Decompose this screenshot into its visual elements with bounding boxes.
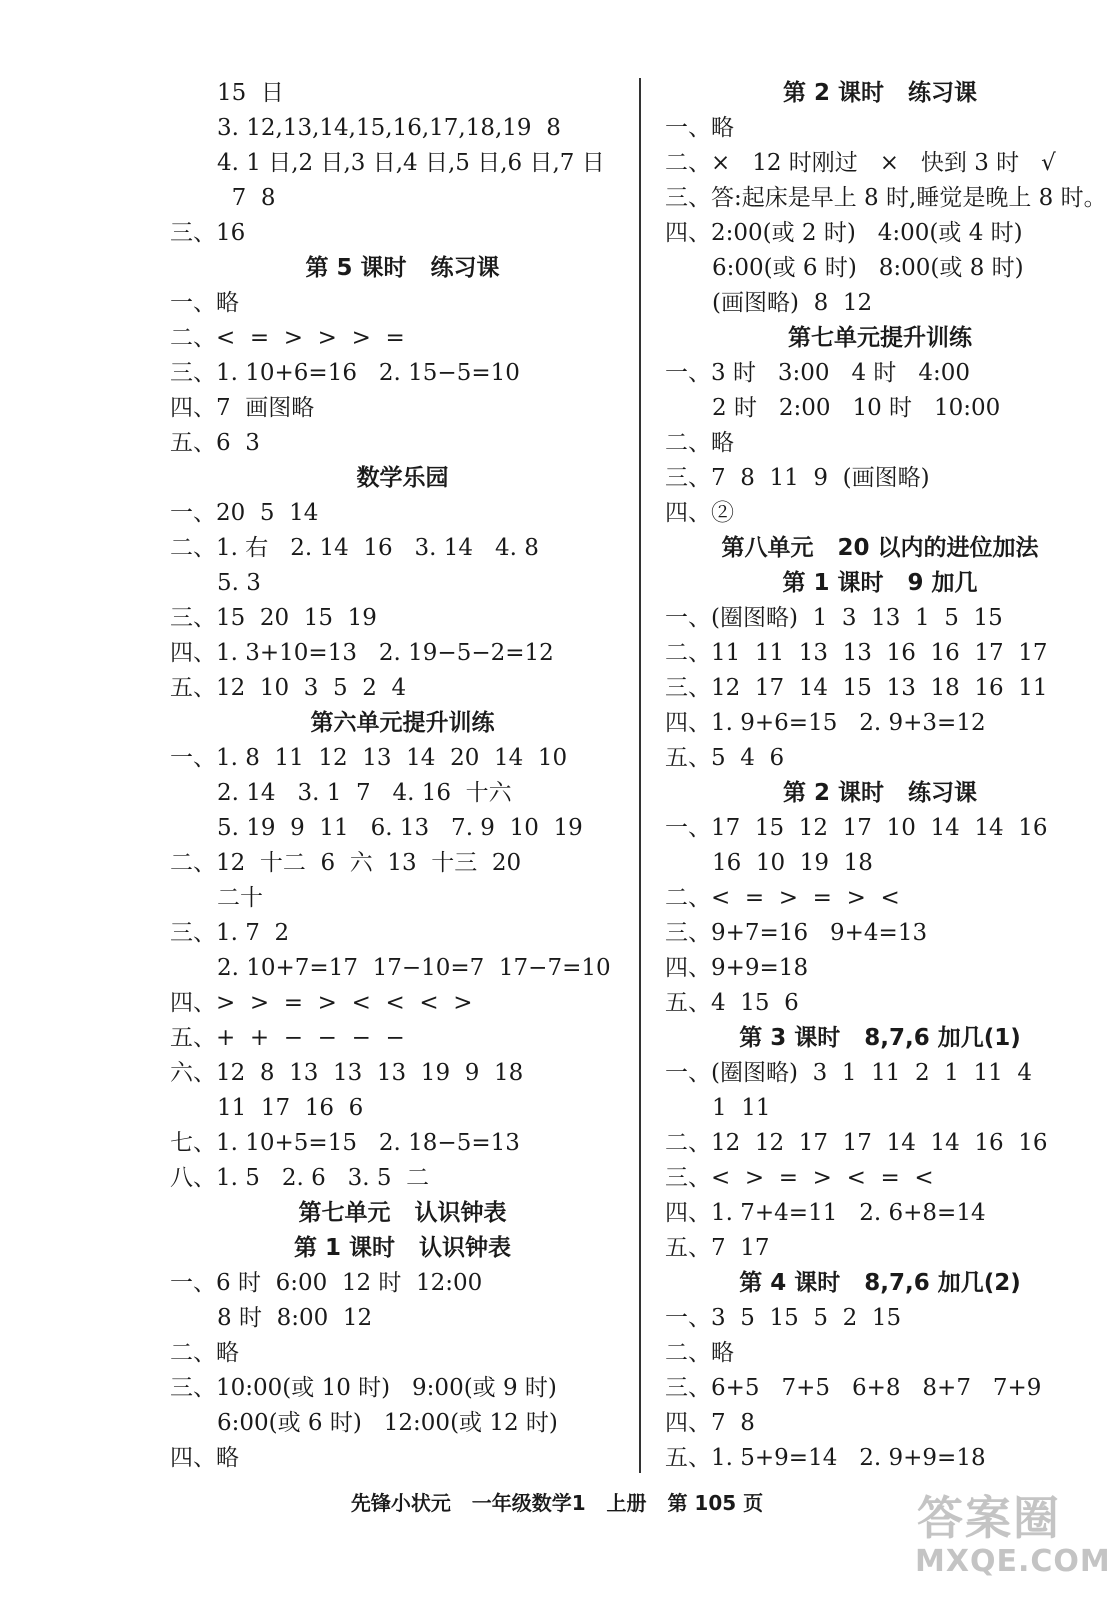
answer-line: 6:00(或 6 时) 12:00(或 12 时) [217, 1410, 558, 1436]
answer-line: 七、1. 10+5=15 2. 18−5=13 [170, 1130, 520, 1156]
answer-line: 三、15 20 15 19 [170, 605, 377, 631]
answer-line: 三、1. 7 2 [170, 920, 290, 946]
answer-line: 三、7 8 11 9 (画图略) [665, 465, 930, 491]
answer-line: 一、略 [665, 115, 734, 141]
section-heading: 第七单元 认识钟表 [298, 1200, 507, 1226]
answer-line: 四、1. 7+4=11 2. 6+8=14 [665, 1200, 986, 1226]
answer-line: 四、1. 9+6=15 2. 9+3=12 [665, 710, 986, 736]
left-column [170, 76, 635, 1476]
section-heading: 第 2 课时 练习课 [782, 780, 978, 806]
answer-line: 5. 3 [217, 570, 261, 596]
answer-line: 四、1. 3+10=13 2. 19−5−2=12 [170, 640, 554, 666]
answer-line: 二、1. 右 2. 14 16 3. 14 4. 8 [170, 535, 539, 561]
answer-line: 6:00(或 6 时) 8:00(或 8 时) [712, 255, 1024, 281]
section-heading: 第 5 课时 练习课 [305, 255, 500, 281]
answer-line: 2. 10+7=17 17−10=7 17−7=10 [217, 955, 611, 981]
answer-line: 一、3 5 15 5 2 15 [665, 1305, 902, 1331]
answer-line: 二、11 11 13 13 16 16 17 17 [665, 640, 1048, 666]
answer-line: 三、1. 10+6=16 2. 15−5=10 [170, 360, 520, 386]
answer-line: 15 日 [217, 80, 284, 106]
answer-line: 2. 14 3. 1 7 4. 16 十六 [217, 780, 512, 806]
answer-line: 一、1. 8 11 12 13 14 20 14 10 [170, 745, 568, 771]
column-divider [639, 78, 641, 1473]
section-heading: 数学乐园 [356, 465, 449, 491]
section-heading: 第八单元 20 以内的进位加法 [721, 535, 1039, 561]
page-footer: 先锋小状元 一年级数学1 上册 第 105 页 [350, 1491, 764, 1515]
answer-line: 11 17 16 6 [217, 1095, 364, 1121]
answer-line: 五、7 17 [665, 1235, 770, 1261]
answer-line: 四、② [665, 500, 734, 526]
answer-line: 一、6 时 6:00 12 时 12:00 [170, 1270, 483, 1296]
section-heading: 第 2 课时 练习课 [782, 80, 978, 106]
section-heading: 第七单元提升训练 [788, 325, 972, 351]
answer-line: 5. 19 9 11 6. 13 7. 9 10 19 [217, 815, 583, 841]
answer-line: 二、× 12 时刚过 × 快到 3 时 √ [665, 150, 1056, 176]
answer-line: 三、16 [170, 220, 246, 246]
answer-line: 四、略 [170, 1445, 239, 1471]
answer-line: 五、+ + − − − − [170, 1025, 405, 1051]
answer-line: 一、3 时 3:00 4 时 4:00 [665, 360, 970, 386]
section-heading: 第六单元提升训练 [310, 710, 495, 736]
answer-line: 二、12 十二 6 六 13 十三 20 [170, 850, 522, 876]
answer-line: 四、9+9=18 [665, 955, 809, 981]
answer-line: 五、1. 5+9=14 2. 9+9=18 [665, 1445, 986, 1471]
answer-line: 一、20 5 14 [170, 500, 319, 526]
answer-line: 一、(圈图略) 3 1 11 2 1 11 4 [665, 1060, 1033, 1086]
answer-line: 7 8 [217, 185, 276, 211]
answer-line: 二、略 [665, 430, 734, 456]
watermark-text: 答案圈 [917, 1491, 1061, 1545]
answer-line: 六、12 8 13 13 13 19 9 18 [170, 1060, 524, 1086]
section-heading: 第 1 课时 认识钟表 [293, 1235, 512, 1261]
answer-line: 二、< = > = > < [665, 885, 900, 911]
answer-line: 1 11 [712, 1095, 771, 1121]
answer-line: 四、7 画图略 [170, 395, 315, 421]
answer-line: 16 10 19 18 [712, 850, 873, 876]
answer-line: 三、< > = > < = < [665, 1165, 934, 1191]
answer-line: 五、6 3 [170, 430, 260, 456]
answer-line: 三、答:起床是早上 8 时,睡觉是晚上 8 时。 [665, 185, 1107, 211]
answer-line: 二、< = > > > = [170, 325, 405, 351]
answer-line: 二十 [217, 885, 263, 911]
answer-line: 8 时 8:00 12 [217, 1305, 373, 1331]
answer-line: 一、略 [170, 290, 239, 316]
answer-line: 五、12 10 3 5 2 4 [170, 675, 407, 701]
answer-line: 二、略 [665, 1340, 734, 1366]
answer-line: 2 时 2:00 10 时 10:00 [712, 395, 1001, 421]
answer-line: 一、(圈图略) 1 3 13 1 5 15 [665, 605, 1003, 631]
answer-line: 五、5 4 6 [665, 745, 785, 771]
watermark-url: MXQE.COM [915, 1544, 1111, 1579]
answer-line: 三、10:00(或 10 时) 9:00(或 9 时) [170, 1375, 557, 1401]
answer-line: 四、2:00(或 2 时) 4:00(或 4 时) [665, 220, 1023, 246]
answer-line: 二、12 12 17 17 14 14 16 16 [665, 1130, 1048, 1156]
section-heading: 第 3 课时 8,7,6 加几(1) [739, 1025, 1021, 1051]
answer-line: 三、12 17 14 15 13 18 16 11 [665, 675, 1048, 701]
answer-line: (画图略) 8 12 [712, 290, 873, 316]
answer-line: 三、6+5 7+5 6+8 8+7 7+9 [665, 1375, 1042, 1401]
answer-line: 三、9+7=16 9+4=13 [665, 920, 928, 946]
answer-line: 一、17 15 12 17 10 14 14 16 [665, 815, 1048, 841]
answer-line: 五、4 15 6 [665, 990, 799, 1016]
section-heading: 第 4 课时 8,7,6 加几(2) [739, 1270, 1021, 1296]
section-heading: 第 1 课时 9 加几 [782, 570, 978, 596]
answer-line: 二、略 [170, 1340, 239, 1366]
answer-line: 3. 12,13,14,15,16,17,18,19 8 [217, 115, 561, 141]
answer-line: 四、> > = > < < < > [170, 990, 473, 1016]
answer-line: 八、1. 5 2. 6 3. 5 二 [170, 1165, 430, 1191]
watermark-logo [905, 1482, 1110, 1592]
answer-line: 4. 1 日,2 日,3 日,4 日,5 日,6 日,7 日 [217, 150, 605, 176]
answer-line: 四、7 8 [665, 1410, 755, 1436]
right-column [665, 76, 1107, 1476]
